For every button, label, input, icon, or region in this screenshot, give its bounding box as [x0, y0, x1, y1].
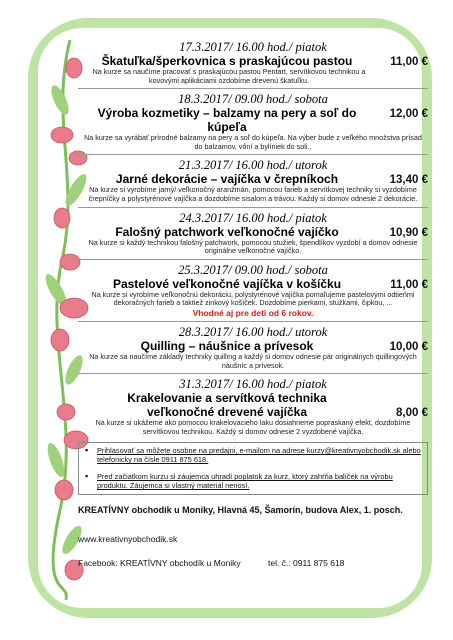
facebook-text[interactable]: Facebook: KREATÍVNY obchodík u Moniky: [78, 558, 241, 569]
divider: [78, 154, 428, 155]
course-price: 11,00 €: [390, 278, 428, 291]
website-link[interactable]: www.kreativnyobchodik.sk: [78, 534, 178, 545]
course-price: 10,90 €: [389, 226, 428, 239]
course-description: Na kurze sa naučíme základy techniky quilling a každý si domov odnesie pár originálnych quillingových náušníc a prívesok.: [89, 351, 417, 370]
course-description: Na kurze si ukážeme ako pomocou krakelovacieho laku dosiahneme popraskaný efekt, dozdobíme servítkovou technikou. Každý si domov odnesie 2 vyzdobené vajíčka.: [95, 418, 411, 436]
course-item: [78, 40, 428, 85]
course-item: [78, 263, 428, 318]
course-description: Na kurze si vyrobíme jarný/ veľkonočný aranžmán, pomocou farieb a servítkovej techniky si vyzdobíme črepníčky a polystyrénové vajíčka a dozdobíme sisalom a trávou. Každý si domov odnesie 2 dekorácie.: [88, 185, 418, 203]
course-description: Na kurze si každý technikou falošný patchwork, pomocou stužiek, špendlíkov vyzdobí a domov odnesie originálne veľkonočné vajíčko.: [88, 237, 418, 256]
course-date: 31.3.2017/ 16.00 hod./ piatok: [179, 377, 327, 392]
course-item: [78, 325, 428, 370]
course-price: 13,40 €: [389, 174, 428, 187]
course-title: Jarné dekorácie – vajíčka v črepníkoch: [115, 172, 339, 187]
bullet-icon: ▪: [85, 471, 89, 482]
divider: [78, 321, 428, 322]
course-title: Krakelovanie a servítková technika: [127, 391, 327, 406]
shop-address: KREATÍVNY obchodík u Moniky, Hlavná 45, Šamorín, budova Alex, 1. posch.: [78, 505, 403, 516]
course-title: Falošný patchwork veľkonočné vajíčko: [115, 224, 339, 239]
divider: [78, 88, 428, 89]
info-payment: [85, 472, 421, 490]
course-price: 11,00 €: [390, 56, 428, 68]
course-title: Škatuľka/šperkovnica s praskajúcou pastou: [101, 54, 353, 68]
course-item: [78, 377, 428, 436]
course-item: [78, 211, 428, 256]
course-date: 21.3.2017/ 16.00 hod./ utorok: [178, 158, 328, 173]
course-item: [78, 158, 428, 203]
course-title: Quilling – náušnice a prívesok: [140, 338, 314, 353]
divider: [78, 207, 428, 208]
course-note: Vhodné aj pre deti od 6 rokov.: [192, 307, 314, 318]
course-date: 24.3.2017/ 16.00 hod./ piatok: [179, 210, 327, 225]
footer-contacts: [78, 558, 428, 568]
phone-text: tel. č.: 0911 875 618: [268, 558, 345, 569]
bullet-icon: ▪: [85, 445, 89, 456]
course-price: 12,00 €: [389, 108, 428, 121]
course-list: [78, 40, 428, 620]
course-date: 28.3.2017/ 16.00 hod./ utorok: [178, 324, 328, 339]
payment-text: Pred začiatkom kurzu si záujemca uhradí poplatok za kurz, ktorý zahŕňa balíček na výrobu produktu. Záujemca si vlastný materiál nenosí.: [97, 472, 393, 491]
course-price: 8,00 €: [396, 407, 428, 420]
course-description: Na kurze sa vyrábať prírodné balzamy na pery a soľ do kúpeľa. Na výber bude z veľkého množstva prísad do balzamov, vôní a bylíniek do soli..: [84, 133, 422, 151]
course-title: Výroba kozmetiky – balzamy na pery a soľ do kúpeľa: [97, 106, 357, 135]
course-description: Na kurze sa naučíme pracovať s praskajúcou pastou Pentart, servítkovou technikou a kovovými aplikáciami ozdobíme drevenú škatuľku.: [92, 67, 366, 85]
course-date: 18.3.2017/ 09.00 hod./ sobota: [178, 92, 328, 107]
course-item: [78, 92, 428, 151]
info-registration: [85, 446, 421, 464]
course-title-line2: veľkonočné drevené vajíčka: [146, 405, 308, 420]
course-date: 17.3.2017/ 16.00 hod./ piatok: [179, 40, 327, 54]
course-date: 25.3.2017/ 09.00 hod./ sobota: [178, 262, 328, 277]
divider: [78, 259, 428, 260]
course-price: 10,00 €: [389, 340, 428, 353]
info-box: [78, 442, 428, 495]
course-title: Pastelové veľkonočné vajíčka v košíčku: [112, 276, 342, 291]
course-description: Na kurze si vyrobíme veľkonočnú dekoráciu, polystyrénové vajíčka pomaľujeme pastelovými odtieňmi dekoračných farieb a taktiež zinkový košíček. Dozdobíme pierkami, stužkami, čipkou, ...: [91, 289, 415, 308]
divider: [78, 373, 428, 374]
registration-text[interactable]: Prihlasovať sa môžete osobne na predajni, e-mailom na adrese kurzy@kreativnyobchodik.sk alebo telefonicky na čísle 0911 875 618.: [97, 446, 421, 465]
